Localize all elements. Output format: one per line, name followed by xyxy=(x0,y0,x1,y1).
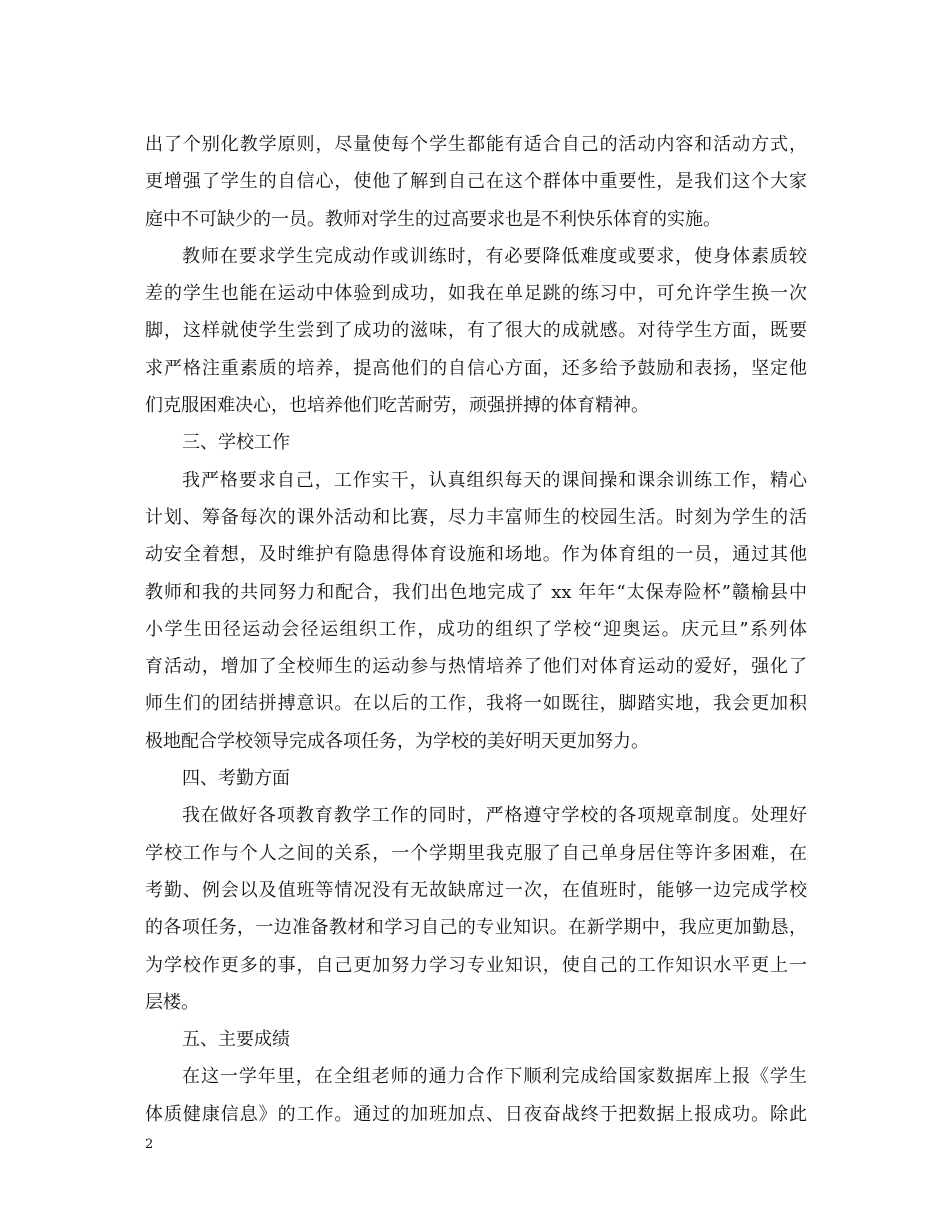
paragraph-line: 求严格注重素质的培养，提高他们的自信心方面，还多给予鼓励和表扬，坚定他 xyxy=(145,357,807,379)
paragraph-line: 育活动，增加了全校师生的运动参与热情培养了他们对体育运动的爱好，强化了 xyxy=(145,656,807,678)
paragraph-line: 学校工作与个人之间的关系，一个学期里我克服了自己单身居住等许多困难，在 xyxy=(145,842,807,864)
paragraph-line: 差的学生也能在运动中体验到成功，如我在单足跳的练习中，可允许学生换一次 xyxy=(145,283,807,305)
paragraph-line: 小学生田径运动会径运组织工作，成功的组织了学校“迎奥运。庆元旦”系列体 xyxy=(145,618,807,640)
paragraph-line: 师生们的团结拼搏意识。在以后的工作，我将一如既往，脚踏实地，我会更加积 xyxy=(145,693,807,715)
section-heading: 五、主要成绩 xyxy=(182,1029,290,1051)
paragraph-line: 极地配合学校领导完成各项任务，为学校的美好明天更加努力。 xyxy=(145,730,649,752)
section-heading: 四、考勤方面 xyxy=(182,768,290,790)
paragraph-line: 层楼。 xyxy=(145,991,199,1013)
paragraph-line: 计划、筹备每次的课外活动和比赛，尽力丰富师生的校园生活。时刻为学生的活 xyxy=(145,506,807,528)
paragraph-line: 们克服困难决心，也培养他们吃苦耐劳，顽强拼搏的体育精神。 xyxy=(145,395,649,417)
paragraph-line: 更增强了学生的自信心，使他了解到自己在这个群体中重要性，是我们这个大家 xyxy=(145,171,807,193)
paragraph-first-line: 在这一学年里，在全组老师的通力合作下顺利完成给国家数据库上报《学生 xyxy=(182,1066,807,1088)
paragraph-line: 的各项任务，一边准备教材和学习自己的专业知识。在新学期中，我应更加勤恳， xyxy=(145,917,807,939)
paragraph-first-line: 我严格要求自己，工作实干，认真组织每天的课间操和课余训练工作，精心 xyxy=(182,469,807,491)
section-heading: 三、学校工作 xyxy=(182,432,290,454)
paragraph-line: 动安全着想，及时维护有隐患得体育设施和场地。作为体育组的一员，通过其他 xyxy=(145,544,807,566)
paragraph-line: 体质健康信息》的工作。通过的加班加点、日夜奋战终于把数据上报成功。除此 xyxy=(145,1103,807,1125)
document-body xyxy=(145,126,807,1133)
paragraph-first-line: 我在做好各项教育教学工作的同时，严格遵守学校的各项规章制度。处理好 xyxy=(182,805,807,827)
paragraph-line: 为学校作更多的事，自己更加努力学习专业知识，使自己的工作知识水平更上一 xyxy=(145,954,807,976)
paragraph-line: 考勤、例会以及值班等情况没有无故缺席过一次，在值班时，能够一边完成学校 xyxy=(145,879,807,901)
paragraph-line: 出了个别化教学原则，尽量使每个学生都能有适合自己的活动内容和活动方式， xyxy=(145,134,807,155)
page-number: 2 xyxy=(145,1137,154,1152)
paragraph-first-line: 教师在要求学生完成动作或训练时，有必要降低难度或要求，使身体素质较 xyxy=(182,245,807,267)
paragraph-line: 脚，这样就使学生尝到了成功的滋味，有了很大的成就感。对待学生方面，既要 xyxy=(145,320,807,342)
paragraph-line: 教师和我的共同努力和配合，我们出色地完成了 xx 年年“太保寿险杯”赣榆县中 xyxy=(145,581,807,603)
paragraph-line: 庭中不可缺少的一员。教师对学生的过高要求也是不利快乐体育的实施。 xyxy=(145,208,721,230)
